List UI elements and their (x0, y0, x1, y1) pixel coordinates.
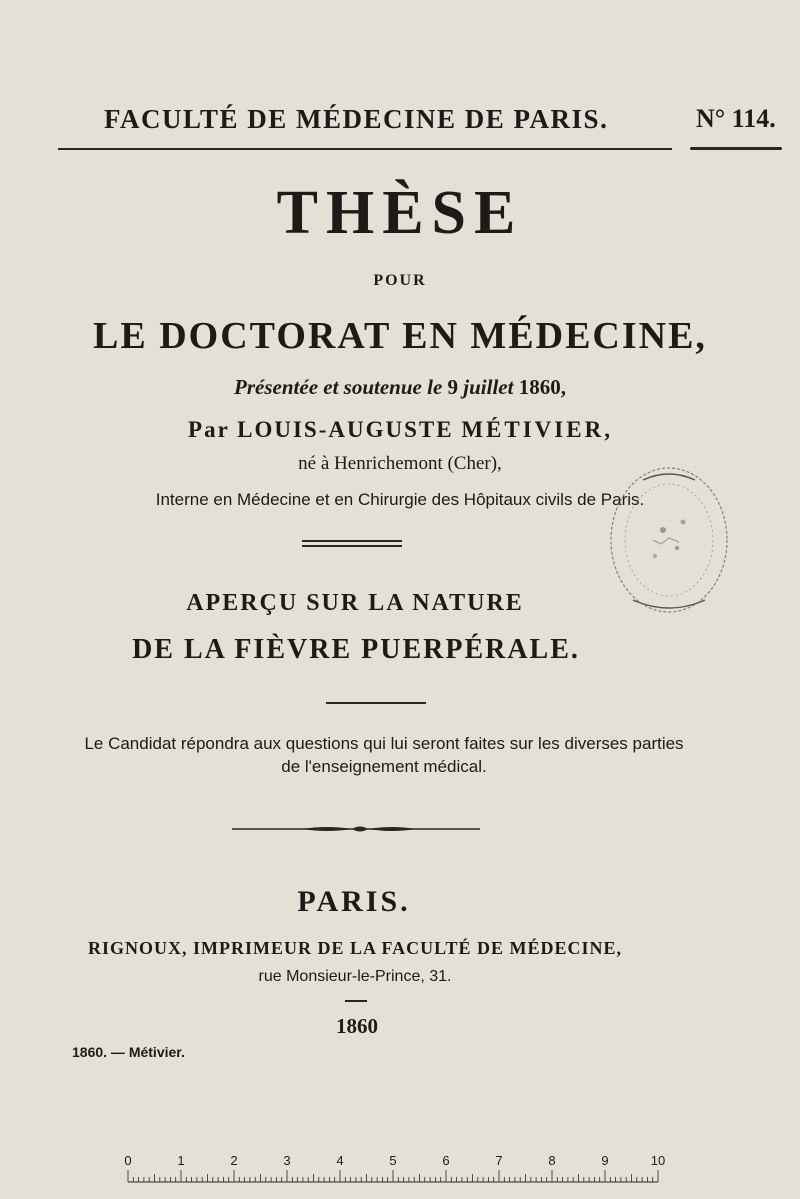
ruler-label: 4 (336, 1153, 344, 1168)
ruler-label: 0 (124, 1153, 132, 1168)
library-stamp-image (603, 460, 729, 620)
ruler-label: 6 (442, 1153, 450, 1168)
imprint-printer: RIGNOUX, IMPRIMEUR DE LA FACULTÉ DE MÉDECINE, (87, 938, 623, 958)
presentation-suffix: , (560, 375, 566, 399)
ruler-label: 3 (283, 1153, 291, 1168)
birthplace: né à Henrichemont (Cher), (298, 453, 502, 474)
header-rule (58, 148, 672, 150)
ruler-label: 2 (230, 1153, 238, 1168)
imprint-year: 1860 (336, 1014, 378, 1038)
pour-label: POUR (373, 272, 427, 289)
author-first-names: LOUIS-AUGUSTE (237, 417, 454, 442)
author-surname: MÉTIVIER (461, 417, 605, 442)
candidat-line-2: de l'enseignement médical. (281, 757, 487, 776)
author-prefix: Par (188, 417, 238, 442)
doctorat-title: LE DOCTORAT EN MÉDECINE, (93, 315, 707, 357)
imprint-city: PARIS. (297, 885, 411, 918)
candidat-note (0, 732, 784, 778)
subject-line-2: DE LA FIÈVRE PUERPÉRALE. (132, 634, 580, 665)
ruler-label: 7 (495, 1153, 503, 1168)
subject-line-1: APERÇU SUR LA NATURE (186, 590, 524, 616)
presentation-line (0, 375, 800, 400)
author-position: Interne en Médecine et en Chirurgie des Hôpitaux civils de Paris. (155, 490, 645, 509)
header-rule-right (690, 147, 782, 150)
ruler-label: 5 (389, 1153, 397, 1168)
imprint-dash (345, 1000, 367, 1002)
author-line (0, 417, 800, 443)
candidat-line-1: Le Candidat répondra aux questions qui lui seront faites sur les diverses parties (84, 734, 684, 753)
these-title: THÈSE (276, 179, 524, 247)
ruler-label: 1 (177, 1153, 185, 1168)
faculty-header: FACULTÉ DE MÉDECINE DE PARIS. (104, 104, 609, 134)
ruler-label: 10 (650, 1153, 666, 1168)
measurement-ruler (110, 1150, 680, 1190)
footer-note: 1860. — Métivier. (72, 1044, 185, 1060)
presentation-day: 9 (447, 375, 459, 399)
imprint-street: rue Monsieur-le-Prince, 31. (258, 968, 452, 985)
ruler-label: 9 (601, 1153, 609, 1168)
ruler-label: 8 (548, 1153, 556, 1168)
presentation-month: juillet (458, 375, 519, 399)
double-rule-top (302, 540, 402, 542)
ornamental-rule (232, 822, 480, 836)
double-rule-bottom (302, 545, 402, 547)
author-suffix: , (604, 417, 612, 442)
subject-rule (326, 702, 426, 704)
presentation-prefix: Présentée et soutenue le (234, 375, 448, 399)
thesis-number: N° 114. (696, 104, 776, 133)
presentation-year: 1860 (518, 375, 561, 399)
